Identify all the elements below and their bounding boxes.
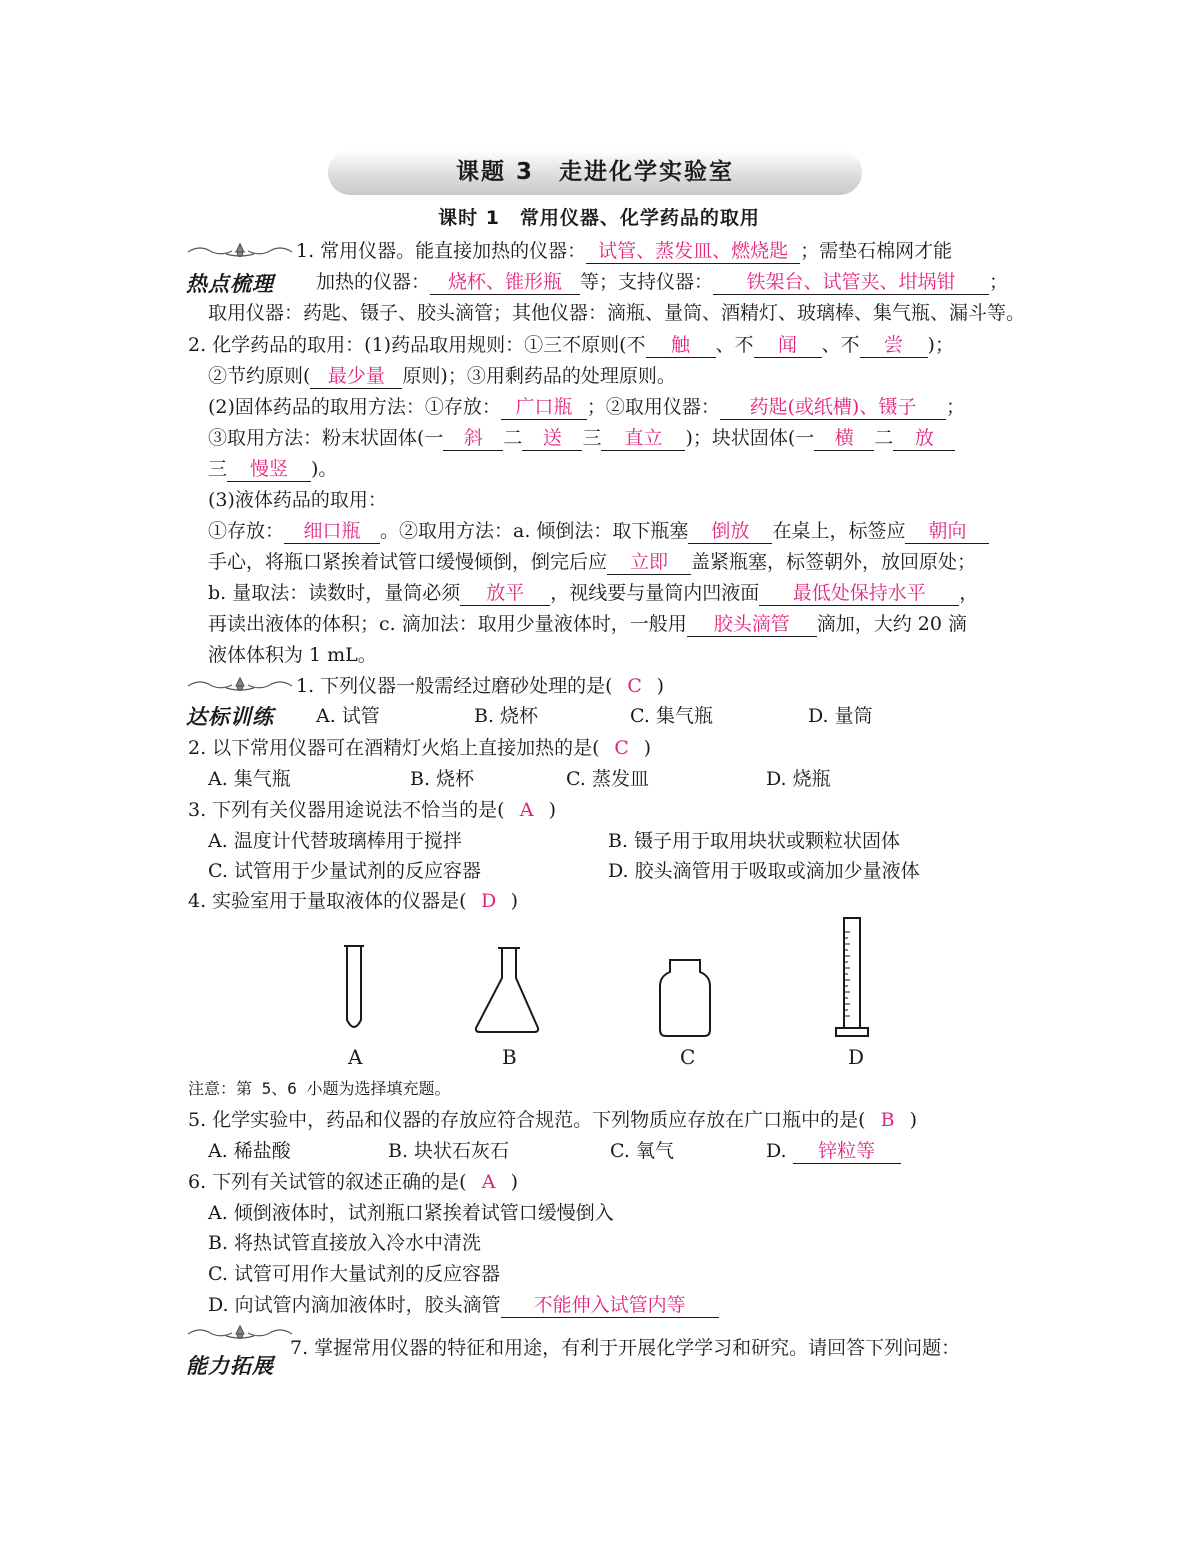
chapter-title: 课题 3 走进化学实验室 (455, 159, 734, 185)
q6-option-a: A. 倾倒液体时，试剂瓶口紧挨着试管口缓慢倒入 (208, 1202, 614, 1224)
q1-option-d: D. 量筒 (808, 705, 873, 727)
section-title-extension: 能力拓展 (186, 1354, 274, 1378)
answer-blank: 立即 (607, 550, 691, 575)
answer-blank: 胶头滴管 (687, 612, 817, 637)
q2-option-a: A. 集气瓶 (208, 768, 291, 790)
answer-blank: 慢竖 (227, 457, 311, 482)
q4-answer: D (480, 890, 497, 912)
apparatus-figure (330, 912, 890, 1047)
q5-option-c: C. 氧气 (610, 1140, 674, 1162)
review-line-7: ③取用方法：粉末状固体(一 斜 二 送 三 直立 )；块状固体(一 横 二 放 (208, 424, 955, 452)
review-line-14: 液体体积为 1 mL。 (208, 644, 377, 666)
section-title-practice: 达标训练 (186, 705, 274, 729)
test-tube-icon (344, 946, 364, 1027)
q3-answer: A (519, 799, 534, 821)
answer-blank: 倒放 (688, 519, 772, 544)
q1-option-b: B. 烧杯 (474, 705, 539, 727)
review-line-5: ②节约原则( 最少量 原则)；③用剩药品的处理原则。 (208, 365, 676, 387)
q2-option-b: B. 烧杯 (410, 768, 475, 790)
q5-answer: B (880, 1109, 895, 1131)
review-line-6: (2)固体药品的取用方法：①存放： 广口瓶 ；②取用仪器： 药匙(或纸槽)、镊子 ； (208, 396, 965, 418)
review-line-13: 再读出液体的体积；c. 滴加法：取用少量液体时，一般用 胶头滴管 滴加，大约 20 滴 (208, 613, 967, 635)
answer-blank: 放平 (460, 581, 550, 606)
chapter-banner (328, 150, 862, 195)
review-line-8: 三 慢竖 )。 (208, 458, 338, 480)
answer-blank: 直立 (601, 426, 685, 451)
q2-answer: C (614, 737, 629, 759)
q3-option-c: C. 试管用于少量试剂的反应容器 (208, 860, 481, 882)
answer-blank: 药匙(或纸槽)、镊子 (720, 395, 946, 420)
answer-blank: 送 (522, 426, 582, 451)
answer-blank: 斜 (443, 426, 503, 451)
q6-option-d: D. 向试管内滴加液体时，胶头滴管 不能伸入试管内等 (208, 1291, 719, 1319)
answer-blank: 放 (893, 426, 955, 451)
review-line-9: (3)液体药品的取用： (208, 489, 387, 511)
answer-blank: 铁架台、试管夹、坩埚钳 (713, 270, 989, 295)
q1-option-a: A. 试管 (316, 705, 380, 727)
review-line-10: ①存放： 细口瓶 。②取用方法：a. 倾倒法：取下瓶塞 倒放 在桌上，标签应 朝向 (208, 517, 989, 545)
q3-option-a: A. 温度计代替玻璃棒用于搅拌 (208, 830, 462, 852)
review-line-2: 加热的仪器： 烧杯、锥形瓶 等；支持仪器： 铁架台、试管夹、坩埚钳 ； (316, 271, 1009, 293)
q4-stem: 4. 实验室用于量取液体的仪器是( D ) (188, 887, 518, 915)
answer-blank: 锌粒等 (793, 1139, 901, 1164)
ornament-icon (186, 242, 294, 258)
lesson-title: 课时 1 常用仪器、化学药品的取用 (438, 207, 760, 229)
q6-answer: A (481, 1171, 496, 1193)
q1-answer: C (627, 675, 642, 697)
answer-blank: 触 (646, 333, 716, 358)
q1-stem: 1. 下列仪器一般需经过磨砂处理的是( C ) (296, 672, 664, 700)
review-line-1: 1. 常用仪器。能直接加热的仪器： 试管、蒸发皿、燃烧匙 ；需垫石棉网才能 (296, 240, 953, 262)
answer-blank: 横 (814, 426, 874, 451)
review-line-12: b. 量取法：读数时，量筒必须 放平 ，视线要与量筒内凹液面 最低处保持水平 ， (208, 582, 979, 604)
answer-blank: 最少量 (310, 364, 402, 389)
q2-option-d: D. 烧瓶 (766, 768, 831, 790)
q2-option-c: C. 蒸发皿 (566, 768, 649, 790)
q5-stem: 5. 化学实验中，药品和仪器的存放应符合规范。下列物质应存放在广口瓶中的是( B ) (188, 1106, 917, 1134)
answer-blank: 烧杯、锥形瓶 (430, 270, 580, 295)
q3-stem: 3. 下列有关仪器用途说法不恰当的是( A ) (188, 796, 556, 824)
ornament-icon (186, 676, 294, 692)
section-title-review: 热点梳理 (186, 272, 274, 296)
review-line-4: 2. 化学药品的取用：(1)药品取用规则：①三不原则(不 触 、不 闻 、不 尝 )； (188, 334, 954, 356)
q7-stem: 7. 掌握常用仪器的特征和用途，有利于开展化学学习和研究。请回答下列问题： (290, 1337, 961, 1359)
q5-option-d: D. 锌粒等 (766, 1137, 901, 1165)
q5-option-b: B. 块状石灰石 (388, 1140, 510, 1162)
q6-option-c: C. 试管可用作大量试剂的反应容器 (208, 1263, 500, 1285)
q6-option-b: B. 将热试管直接放入冷水中清洗 (208, 1232, 482, 1254)
q3-option-b: B. 镊子用于取用块状或颗粒状固体 (608, 830, 901, 852)
answer-blank: 最低处保持水平 (759, 581, 959, 606)
figure-label-a: A (348, 1045, 363, 1069)
graduated-cylinder-icon (836, 918, 868, 1036)
figure-label-c: C (680, 1045, 696, 1069)
answer-blank: 细口瓶 (284, 519, 380, 544)
note-text: 注意：第 5、6 小题为选择填充题。 (188, 1079, 451, 1098)
answer-blank: 试管、蒸发皿、燃烧匙 (586, 239, 800, 264)
q1-option-c: C. 集气瓶 (630, 705, 713, 727)
gas-jar-icon (660, 960, 710, 1036)
ornament-icon (186, 1324, 294, 1340)
q5-option-a: A. 稀盐酸 (208, 1140, 291, 1162)
answer-blank: 朝向 (905, 519, 989, 544)
conical-flask-icon (476, 948, 538, 1032)
answer-blank: 闻 (754, 333, 822, 358)
review-line-3: 取用仪器：药匙、镊子、胶头滴管；其他仪器：滴瓶、量筒、酒精灯、玻璃棒、集气瓶、漏斗等。 (208, 302, 1026, 324)
review-line-11: 手心，将瓶口紧挨着试管口缓慢倾倒，倒完后应 立即 盖紧瓶塞，标签朝外，放回原处； (208, 551, 977, 573)
figure-label-d: D (848, 1045, 865, 1069)
answer-blank: 尝 (860, 333, 928, 358)
q6-stem: 6. 下列有关试管的叙述正确的是( A ) (188, 1168, 518, 1196)
q3-option-d: D. 胶头滴管用于吸取或滴加少量液体 (608, 860, 920, 882)
figure-label-b: B (502, 1045, 517, 1069)
answer-blank: 不能伸入试管内等 (501, 1293, 719, 1318)
answer-blank: 广口瓶 (501, 395, 587, 420)
q2-stem: 2. 以下常用仪器可在酒精灯火焰上直接加热的是( C ) (188, 734, 651, 762)
